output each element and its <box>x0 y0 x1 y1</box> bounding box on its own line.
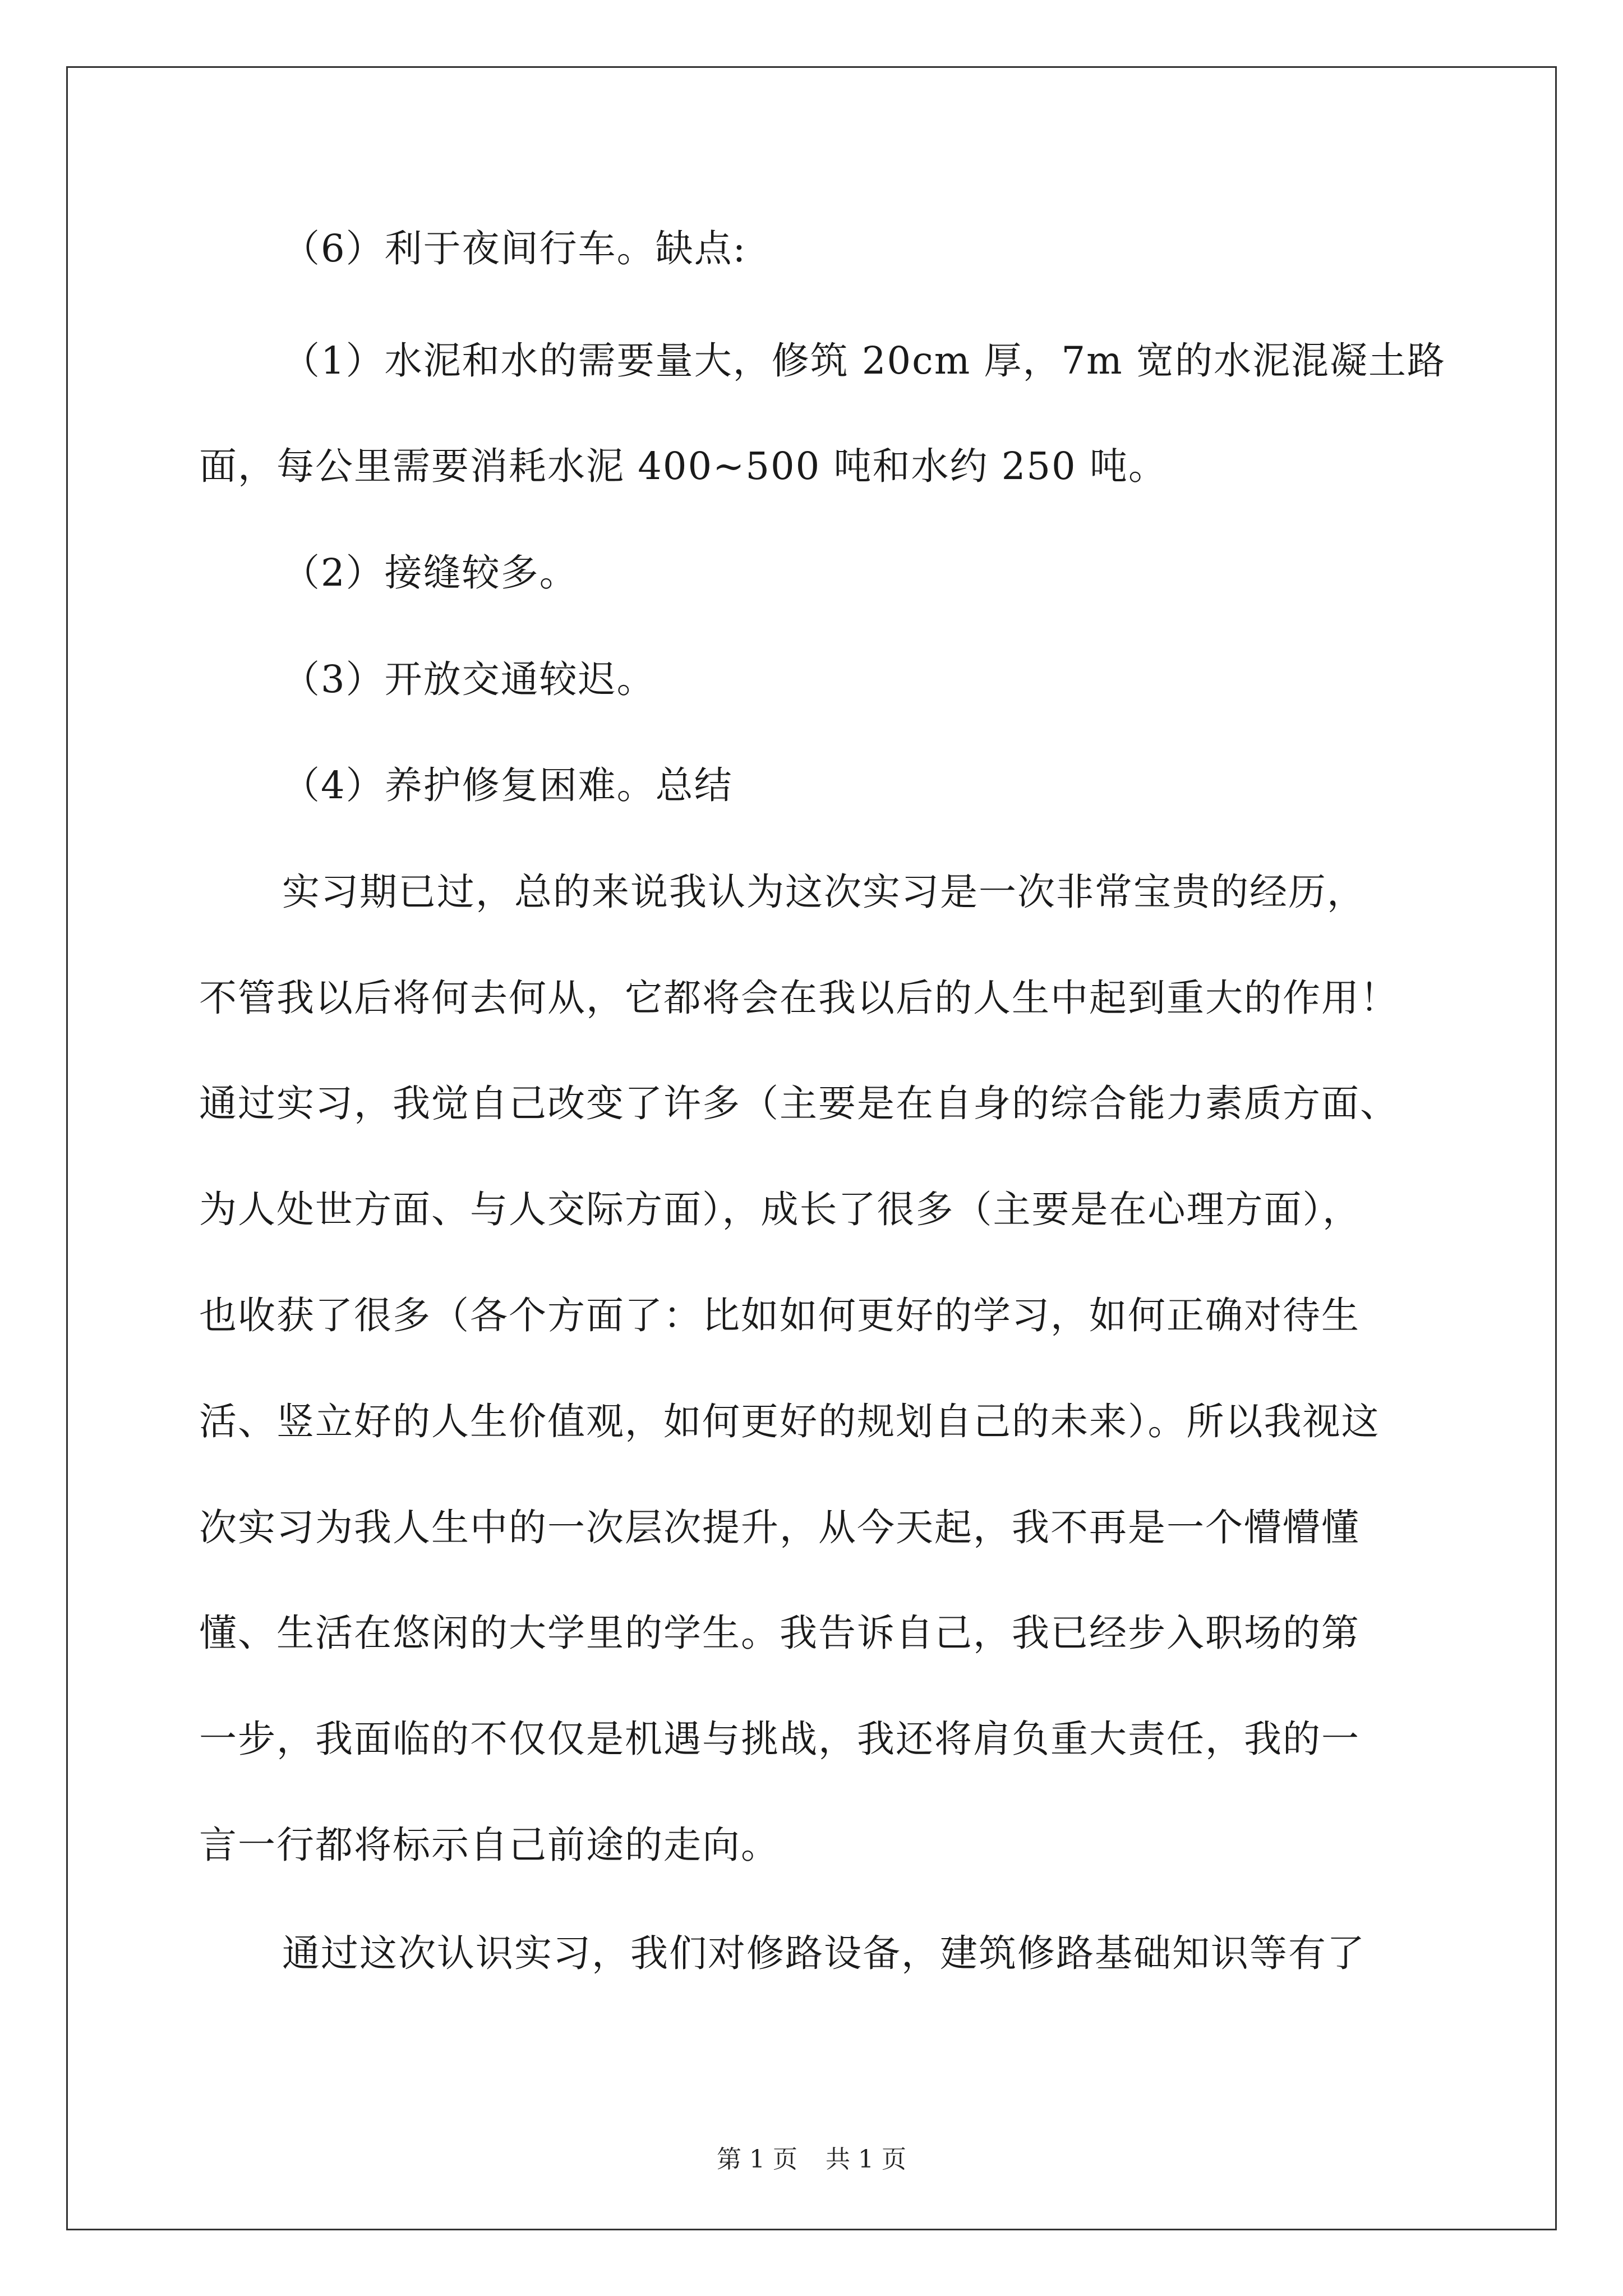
text-line: （6）利于夜间行车。缺点: <box>282 227 747 270</box>
text-line: 次实习为我人生中的一次层次提升，从今天起，我不再是一个懵懵懂 <box>199 1506 1360 1549</box>
text-line: 懂、生活在悠闲的大学里的学生。我告诉自己，我已经步入职场的第 <box>199 1611 1360 1655</box>
text-line: （3）开放交通较迟。 <box>282 657 656 701</box>
text-line: 不管我以后将何去何从，它都将会在我以后的人生中起到重大的作用！ <box>199 976 1399 1020</box>
page-number-total: 共 1 页 <box>826 2145 906 2174</box>
text-line: 通过实习，我觉自己改变了许多（主要是在自身的综合能力素质方面、 <box>199 1082 1399 1125</box>
text-line: 也收获了很多（各个方面了：比如如何更好的学习，如何正确对待生 <box>199 1294 1360 1337</box>
text-line: （2）接缝较多。 <box>282 551 578 595</box>
page-number-current: 第 1 页 <box>717 2145 797 2174</box>
text-line: 实习期已过，总的来说我认为这次实习是一次非常宝贵的经历， <box>282 870 1366 914</box>
text-line: 一步，我面临的不仅仅是机遇与挑战，我还将肩负重大责任，我的一 <box>199 1717 1360 1761</box>
text-line: 面，每公里需要消耗水泥 400~500 吨和水约 250 吨。 <box>199 444 1167 488</box>
text-line: 活、竖立好的人生价值观，如何更好的规划自己的未来）。所以我视这 <box>199 1400 1380 1443</box>
text-line: （1）水泥和水的需要量大，修筑 20cm 厚，7m 宽的水泥混凝土路 <box>282 339 1446 383</box>
text-line: （4）养护修复困难。总结 <box>282 763 733 807</box>
page-footer <box>0 2143 1623 2177</box>
text-line: 言一行都将标示自己前途的走向。 <box>199 1823 780 1867</box>
page-border <box>66 66 1557 2230</box>
text-line: 通过这次认识实习，我们对修路设备，建筑修路基础知识等有了 <box>282 1931 1366 1975</box>
text-line: 为人处世方面、与人交际方面），成长了很多（主要是在心理方面）， <box>199 1188 1361 1231</box>
